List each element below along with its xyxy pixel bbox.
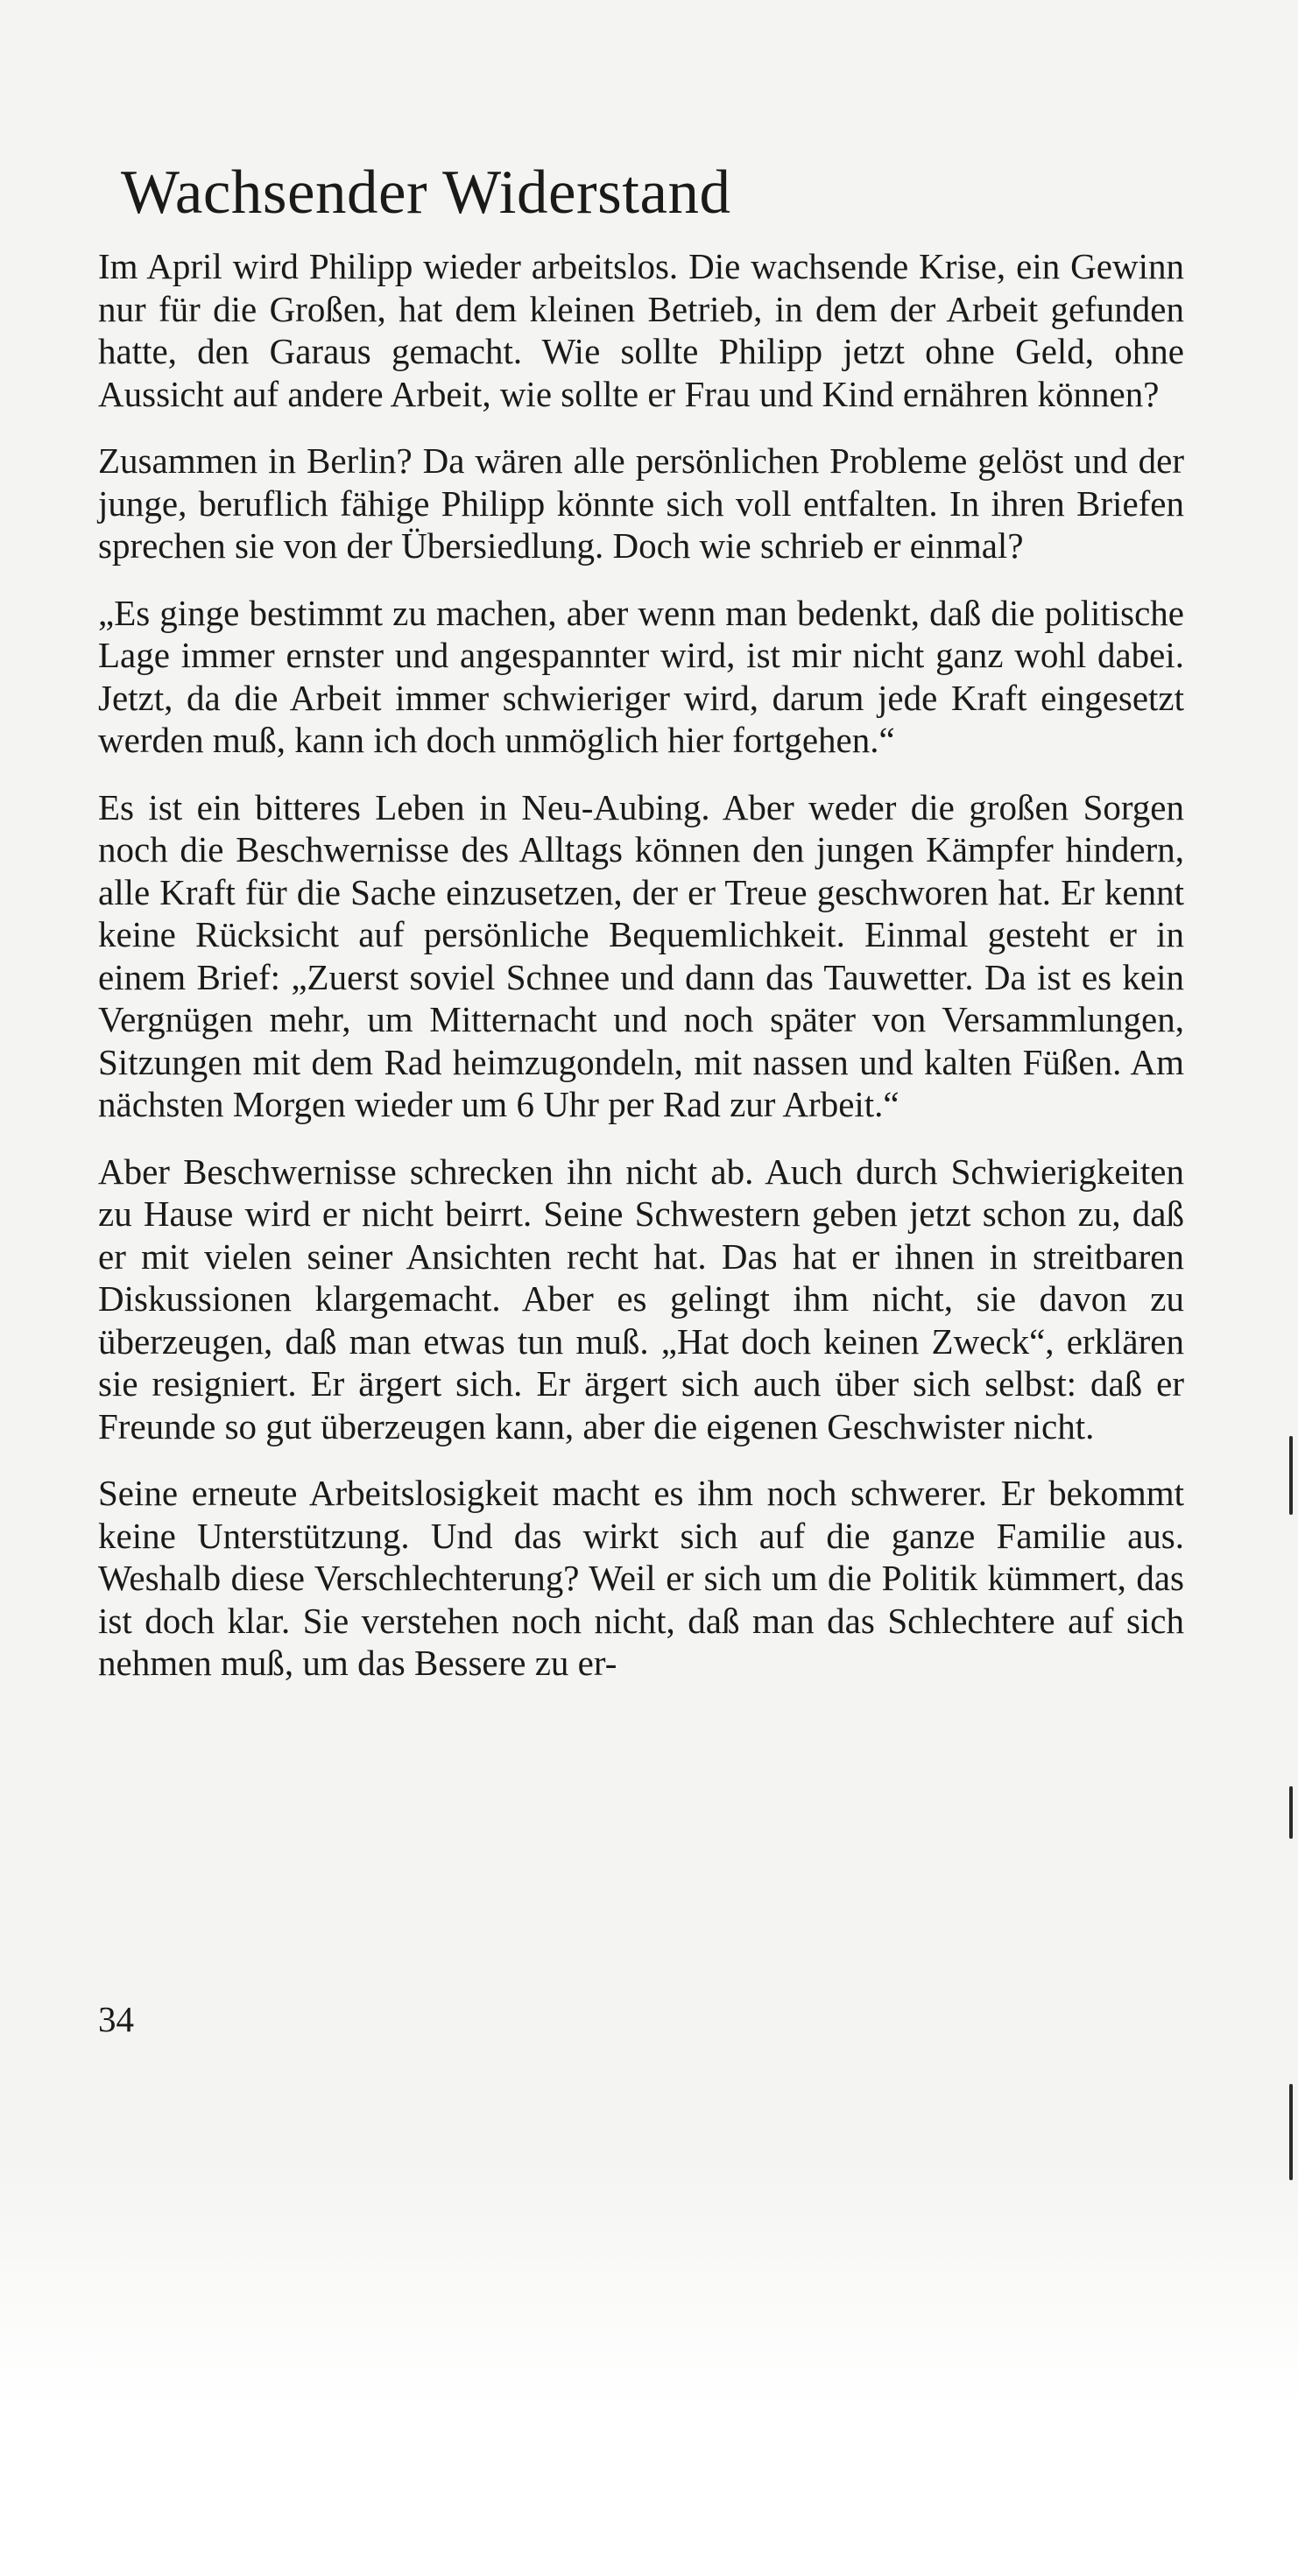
paragraph-5: Aber Beschwernisse schrecken ihn nicht ab. Auch durch Schwierigkeiten zu Hause wird er nicht beirrt. Seine Schwestern geben jetzt schon zu, daß er mit vielen seiner Ansichten recht hat. Das hat er ihnen in streitbaren Diskussionen klargemacht. Aber es gelingt ihm nicht, sie davon zu überzeugen, daß man etwas tun muß. „Hat doch keinen Zweck“, erklären sie resigniert. Er ärgert sich. Er ärgert sich auch über sich selbst: daß er Freunde so gut überzeugen kann, aber die eigenen Geschwister nicht. [98,1151,1184,1446]
scan-edge-mark [1289,1786,1293,1839]
page-number: 34 [98,1999,134,2039]
page-bottom-area [0,2154,1298,2576]
scan-edge-mark [1289,1436,1293,1515]
paragraph-4: Es ist ein bitteres Leben in Neu-Aubing. Aber weder die großen Sorgen noch die Beschwernisse des Alltags können den jungen Kämpfer hindern, alle Kraft für die Sache einzusetzen, der er Treue geschworen hat. Er kennt keine Rücksicht auf persönliche Bequemlichkeit. Einmal gesteht er in einem Brief: „Zuerst soviel Schnee und dann das Tauwetter. Da ist es kein Vergnügen mehr, um Mitternacht und noch später von Versammlungen, Sitzungen mit dem Rad heimzugondeln, mit nassen und kalten Füßen. Am nächsten Morgen wieder um 6 Uhr per Rad zur Arbeit.“ [98,786,1184,1124]
text-column [98,158,1184,1685]
paragraph-1: Im April wird Philipp wieder arbeitslos. Die wachsende Krise, ein Gewinn nur für die Großen, hat dem kleinen Betrieb, in dem der Arbeit gefunden hatte, den Garaus gemacht. Wie sollte Philipp jetzt ohne Geld, ohne Aussicht auf andere Arbeit, wie sollte er Frau und Kind ernähren können? [98,246,1184,414]
scan-edge-mark [1289,2084,1293,2180]
paragraph-6: Seine erneute Arbeitslosigkeit macht es ihm noch schwerer. Er bekommt keine Unterstützung. Und das wirkt sich auf die ganze Familie aus. Weshalb diese Verschlechterung? Weil er sich um die Politik kümmert, das ist doch klar. Sie verstehen noch nicht, daß man das Schlechtere auf sich nehmen muß, um das Bessere zu er- [98,1473,1184,1683]
chapter-title: Wachsender Widerstand [121,158,731,227]
paragraph-2: Zusammen in Berlin? Da wären alle persönlichen Probleme gelöst und der junge, beruflich fähige Philipp könnte sich voll entfalten. In ihren Briefen sprechen sie von der Übersiedlung. Doch wie schrieb er einmal? [98,440,1184,566]
paragraph-3: „Es ginge bestimmt zu machen, aber wenn man bedenkt, daß die politische Lage immer ernster und angespannter wird, ist mir nicht ganz wohl dabei. Jetzt, da die Arbeit immer schwieriger wird, darum jede Kraft eingesetzt werden muß, kann ich doch unmöglich hier fortgehen.“ [98,592,1184,760]
